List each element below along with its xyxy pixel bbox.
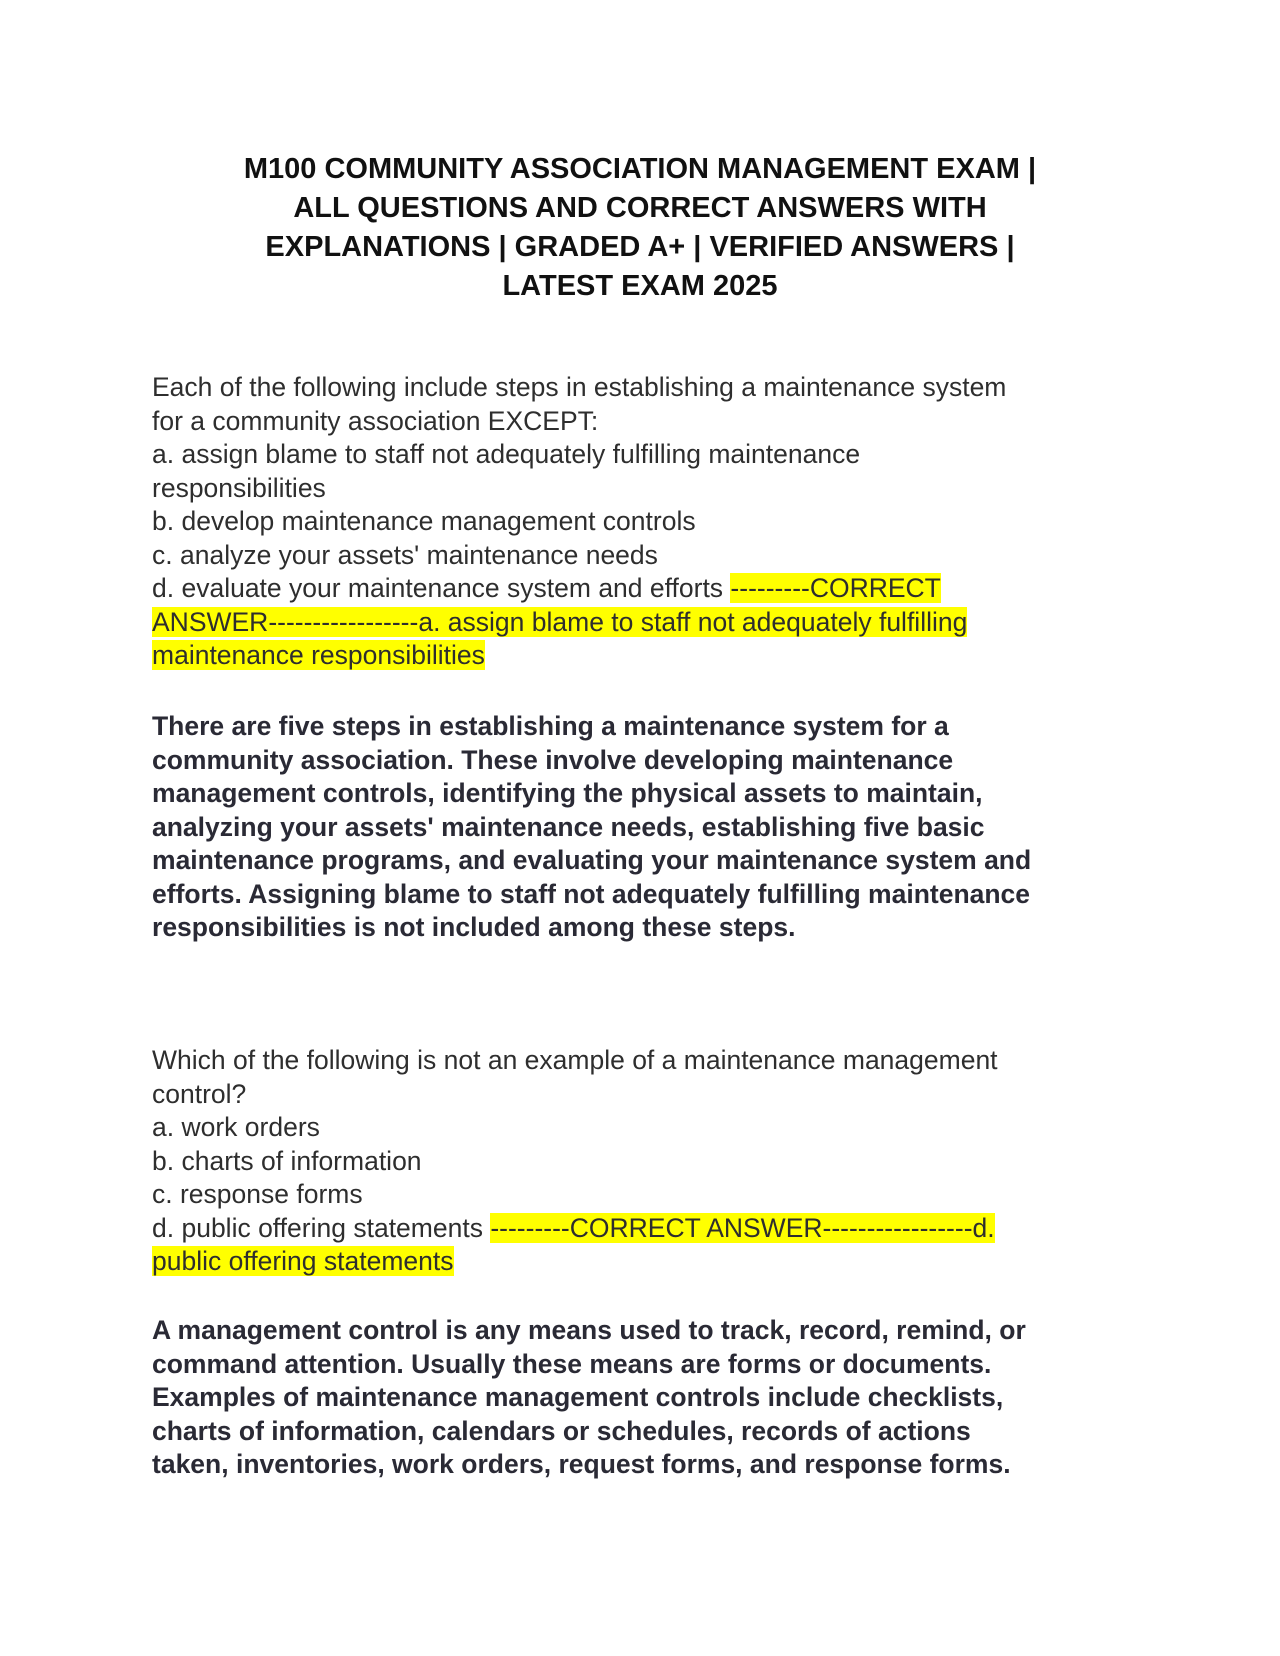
answer-option: a. assign blame to staff not adequately fulfilling maintenance (152, 439, 861, 469)
explanation-line: charts of information, calendars or schedules, records of actions (152, 1415, 971, 1446)
explanation-1 (152, 710, 1132, 945)
answer-option: b. charts of information (152, 1145, 422, 1176)
explanation-line: command attention. Usually these means are forms or documents. (152, 1348, 992, 1379)
explanation-line: There are five steps in establishing a maintenance system for a (152, 711, 949, 741)
answer-option-d: d. public offering statements (152, 1212, 491, 1243)
question-stem-line: for a community association EXCEPT: (152, 405, 599, 436)
answer-option: a. work orders (152, 1112, 320, 1142)
question-2 (152, 1044, 1132, 1279)
correct-answer-highlight: maintenance responsibilities (152, 640, 485, 670)
correct-answer-highlight: ---------CORRECT (730, 573, 941, 603)
answer-option: c. response forms (152, 1179, 363, 1209)
explanation-2 (152, 1314, 1132, 1482)
explanation-line: maintenance programs, and evaluating your maintenance system and (152, 845, 1032, 875)
explanation-line: efforts. Assigning blame to staff not adequately fulfilling maintenance (152, 878, 1031, 909)
answer-option-d: d. evaluate your maintenance system and efforts (152, 573, 731, 603)
explanation-line: A management control is any means used to track, record, remind, or (152, 1315, 1026, 1345)
answer-option: responsibilities (152, 472, 326, 503)
explanation-line: taken, inventories, work orders, request forms, and response forms. (152, 1449, 1011, 1479)
question-stem-line: control? (152, 1078, 247, 1109)
correct-answer-highlight: ANSWER-----------------a. assign blame to staff not adequately fulfilling (152, 606, 968, 637)
correct-answer-line (152, 639, 1132, 673)
answer-option: b. develop maintenance management controls (152, 506, 696, 536)
correct-answer-highlight: ---------CORRECT ANSWER-----------------d. (490, 1212, 995, 1243)
correct-answer-line (152, 606, 1132, 640)
title-line: EXPLANATIONS | GRADED A+ | VERIFIED ANSWERS | (265, 231, 1015, 263)
explanation-line: management controls, identifying the physical assets to maintain, (152, 778, 983, 808)
correct-answer-highlight: public offering statements (152, 1246, 454, 1276)
question-1 (152, 371, 1132, 673)
explanation-line: community association. These involve developing maintenance (152, 744, 954, 775)
question-stem-line: Which of the following is not an example of a maintenance management (152, 1045, 998, 1075)
document-title (150, 150, 1130, 306)
explanation-line: responsibilities is not included among these steps. (152, 912, 796, 942)
title-line: LATEST EXAM 2025 (502, 270, 778, 302)
title-line: M100 COMMUNITY ASSOCIATION MANAGEMENT EXAM | (243, 153, 1037, 185)
answer-option-last (152, 1212, 1132, 1246)
answer-option-last (152, 572, 1132, 606)
correct-answer-line (152, 1245, 1132, 1279)
question-stem-line: Each of the following include steps in establishing a maintenance system (152, 372, 1007, 402)
explanation-line: Examples of maintenance management controls include checklists, (152, 1382, 1004, 1412)
title-line: ALL QUESTIONS AND CORRECT ANSWERS WITH (293, 192, 987, 224)
explanation-line: analyzing your assets' maintenance needs, establishing five basic (152, 811, 985, 842)
answer-option: c. analyze your assets' maintenance needs (152, 539, 658, 570)
